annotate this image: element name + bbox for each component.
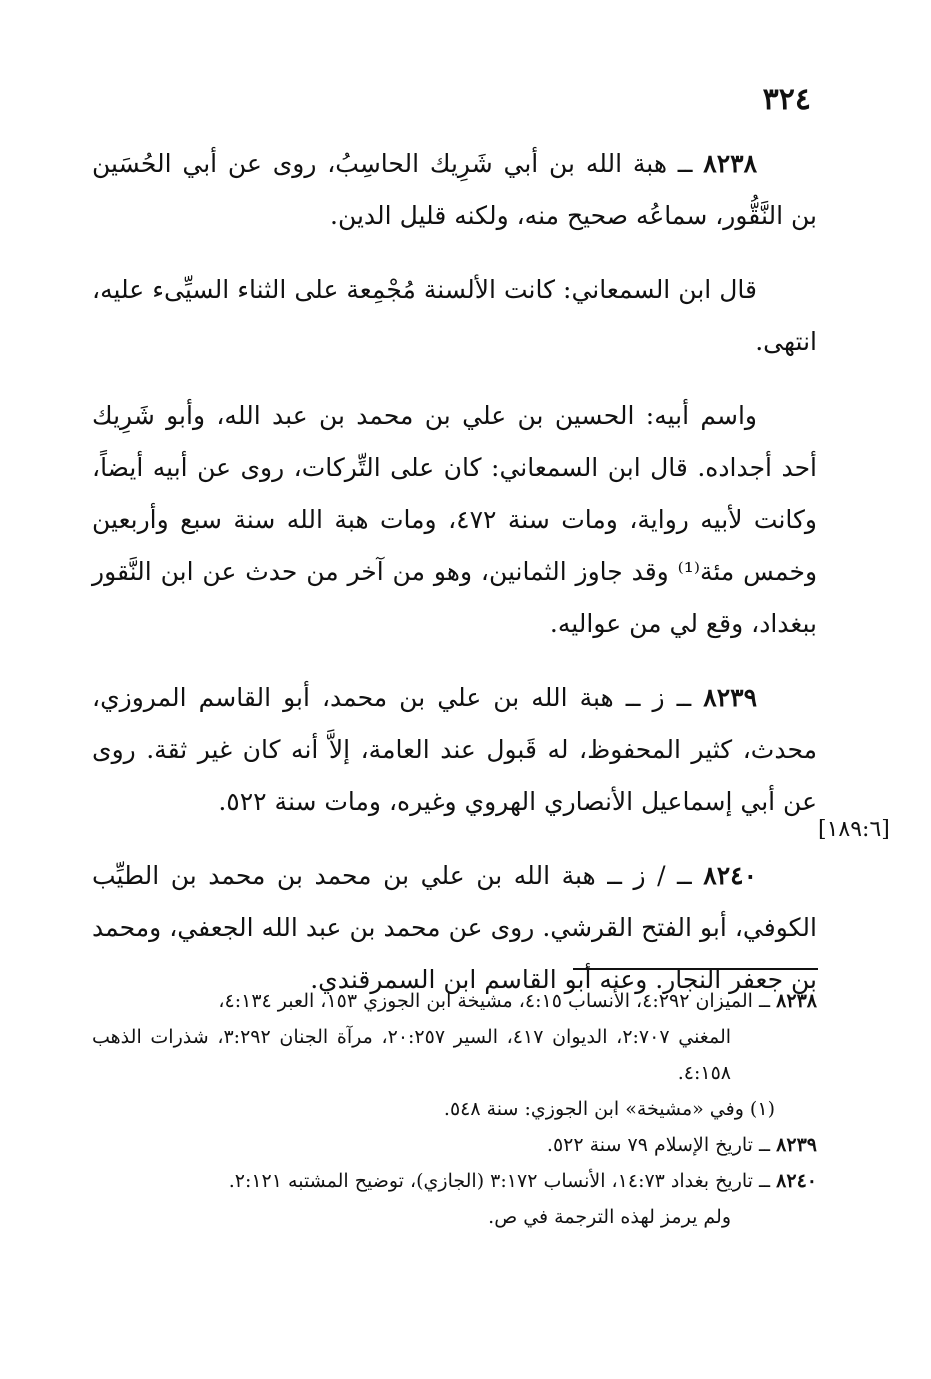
footnote-divider xyxy=(573,968,818,970)
entry-number: ٨٢٤٠ xyxy=(703,861,757,890)
entry-8239 xyxy=(92,672,817,828)
footnote-number: ٨٢٣٩ xyxy=(776,1134,817,1156)
footnote-8239 xyxy=(92,1127,817,1163)
entry-text: قال ابن السمعاني: كانت الألسنة مُجْمِعة على الثناء السيِّىء عليه، انتهى. xyxy=(92,275,817,356)
entry-text: ــ ز ــ هبة الله بن علي بن محمد، أبو القاسم المروزي، محدث، كثير المحفوظ، له قَبول عند العامة، إلاَّ أنه كان غير ثقة. روى عن أبي إسماعيل الأنصاري الهروي وغيره، ومات سنة ٥٢٢. xyxy=(92,683,817,816)
footnote-text-continued: ولم يرمز لهذه الترجمة في ص. xyxy=(488,1206,731,1228)
footnotes xyxy=(92,983,817,1235)
entry-number: ٨٢٣٩ xyxy=(703,683,757,712)
footnote-8238 xyxy=(92,983,817,1091)
entry-text: ــ هبة الله بن أبي شَرِيك الحاسِبُ، روى عن أبي الحُسَين بن النَّقُّور، سماعُه صحيح منه، ولكنه قليل الدين. xyxy=(92,149,817,230)
footnote-number: ٨٢٣٨ xyxy=(776,990,817,1012)
main-text xyxy=(92,138,817,1006)
page-number: ٣٢٤ xyxy=(762,82,811,117)
footnote-number: ٨٢٤٠ xyxy=(776,1170,817,1192)
footnote-8240 xyxy=(92,1163,817,1235)
footnote-text-continued: المغني ٢:٧٠٧، الديوان ٤١٧، السير ٢٠:٢٥٧، مرآة الجنان ٣:٢٩٢، شذرات الذهب ٤:١٥٨. xyxy=(92,1026,732,1084)
footnote-text: ــ تاريخ الإسلام ٧٩ سنة ٥٢٢. xyxy=(546,1134,771,1156)
entry-text: ــ / ز ــ هبة الله بن علي بن محمد بن محمد بن الطيِّب الكوفي، أبو الفتح القرشي. روى عن محمد بن عبد الله الجعفي، ومحمد بن جعفر النجار. وعنه أبو القاسم ابن السمرقندي. xyxy=(92,861,817,994)
entry-number: ٨٢٣٨ xyxy=(703,149,757,178)
margin-reference: [١٨٩:٦] xyxy=(818,817,890,842)
footnote-note-1: (١) وفي «مشيخة» ابن الجوزي: سنة ٥٤٨. xyxy=(443,1098,775,1120)
entry-8238-father xyxy=(92,390,817,650)
entry-text: واسم أبيه: الحسين بن علي بن محمد بن عبد الله، وأبو شَرِيك أحد أجداده. قال ابن السمعاني: كان على التِّركات، روى عن أبيه أيضاً، وكانت لأبيه رواية، ومات سنة ٤٧٢، ومات هبة الله سنة سبع وأربعين وخمس مئة⁽¹⁾ وقد جاوز الثمانين، وهو من آخر من حدث عن ابن النَّقور ببغداد، وقع لي من عواليه. xyxy=(92,401,818,638)
entry-8238-quote xyxy=(92,264,817,368)
footnote-text: ــ تاريخ بغداد ١٤:٧٣، الأنساب ٣:١٧٢ (الجازي)، توضيح المشتبه ٢:١٢١. xyxy=(228,1170,771,1192)
footnote-text: ــ الميزان ٤:٢٩٢، الأنساب ٤:١٥، مشيخة ابن الجوزي ١٥٣، العبر ٤:١٣٤، xyxy=(218,990,771,1012)
entry-8238 xyxy=(92,138,817,242)
